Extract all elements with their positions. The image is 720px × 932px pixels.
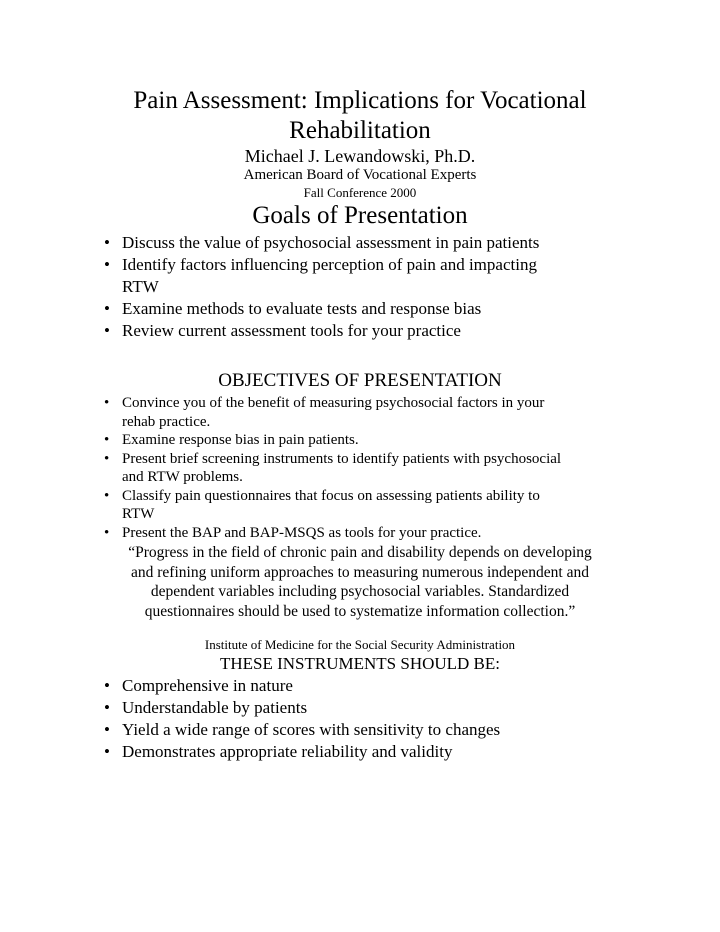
instruments-list <box>104 675 500 763</box>
bullet-icon: • <box>104 321 110 340</box>
bullet-icon: • <box>104 698 110 717</box>
bullet-icon: • <box>104 395 110 411</box>
instruments-item: • Comprehensive in nature <box>104 676 293 695</box>
quote-block <box>0 543 720 621</box>
objectives-item: • Present the BAP and BAP-MSQS as tools for your practice. <box>104 524 482 541</box>
bullet-icon: • <box>104 450 110 467</box>
bullet-icon: • <box>104 524 110 541</box>
organization-name: American Board of Vocational Experts <box>243 167 477 183</box>
author-name: Michael J. Lewandowski, Ph.D. <box>244 146 476 166</box>
goals-list <box>104 232 539 342</box>
instruments-heading: THESE INSTRUMENTS SHOULD BE: <box>219 654 501 673</box>
bullet-icon: • <box>104 742 110 761</box>
instruments-item: • Yield a wide range of scores with sensitivity to changes <box>104 720 501 739</box>
quote-line: “Progress in the field of chronic pain and disability depends on developing <box>128 544 592 561</box>
goals-item: • Review current assessment tools for your practice <box>104 321 461 340</box>
objectives-item: • Classify pain questionnaires that focus on assessing patients ability to <box>104 487 540 504</box>
bullet-icon: • <box>104 720 110 739</box>
bullet-icon: • <box>104 233 110 252</box>
goals-heading: Goals of Presentation <box>252 202 468 229</box>
bullet-icon: • <box>104 299 110 318</box>
bullet-icon: • <box>104 487 110 504</box>
objectives-list <box>104 394 561 542</box>
bullet-icon: • <box>104 255 110 274</box>
goals-item: • Discuss the value of psychosocial assessment in pain patients <box>104 233 540 252</box>
instruments-item: • Understandable by patients <box>104 698 308 717</box>
quote-line: and refining uniform approaches to measuring numerous independent and <box>131 563 589 581</box>
instruments-item: • Demonstrates appropriate reliability and validity <box>104 742 453 761</box>
bullet-icon: • <box>104 676 110 695</box>
objectives-item-continuation: rehab practice. <box>122 413 211 430</box>
objectives-item: • Present brief screening instruments to identify patients with psychosocial <box>104 450 562 467</box>
quote-source: Institute of Medicine for the Social Security Administration <box>204 637 516 652</box>
document-title-line-1: Pain Assessment: Implications for Vocational <box>133 87 587 114</box>
document-title-line-2: Rehabilitation <box>289 117 431 144</box>
objectives-item-continuation: RTW <box>122 506 155 522</box>
objectives-item-continuation: and RTW problems. <box>122 469 243 485</box>
conference-name: Fall Conference 2000 <box>303 185 417 200</box>
quote-line: dependent variables including psychosocial variables. Standardized <box>150 583 570 600</box>
objectives-item: • Examine response bias in pain patients. <box>104 432 359 448</box>
goals-item-continuation: RTW <box>122 277 159 296</box>
bullet-icon: • <box>104 432 110 448</box>
quote-line: questionnaires should be used to systematize information collection.” <box>144 602 576 620</box>
goals-item: • Identify factors influencing perception of pain and impacting <box>104 255 537 274</box>
objectives-item: • Convince you of the benefit of measuring psychosocial factors in your <box>104 395 545 411</box>
objectives-heading: OBJECTIVES OF PRESENTATION <box>218 370 502 391</box>
goals-item: • Examine methods to evaluate tests and response bias <box>104 299 482 318</box>
